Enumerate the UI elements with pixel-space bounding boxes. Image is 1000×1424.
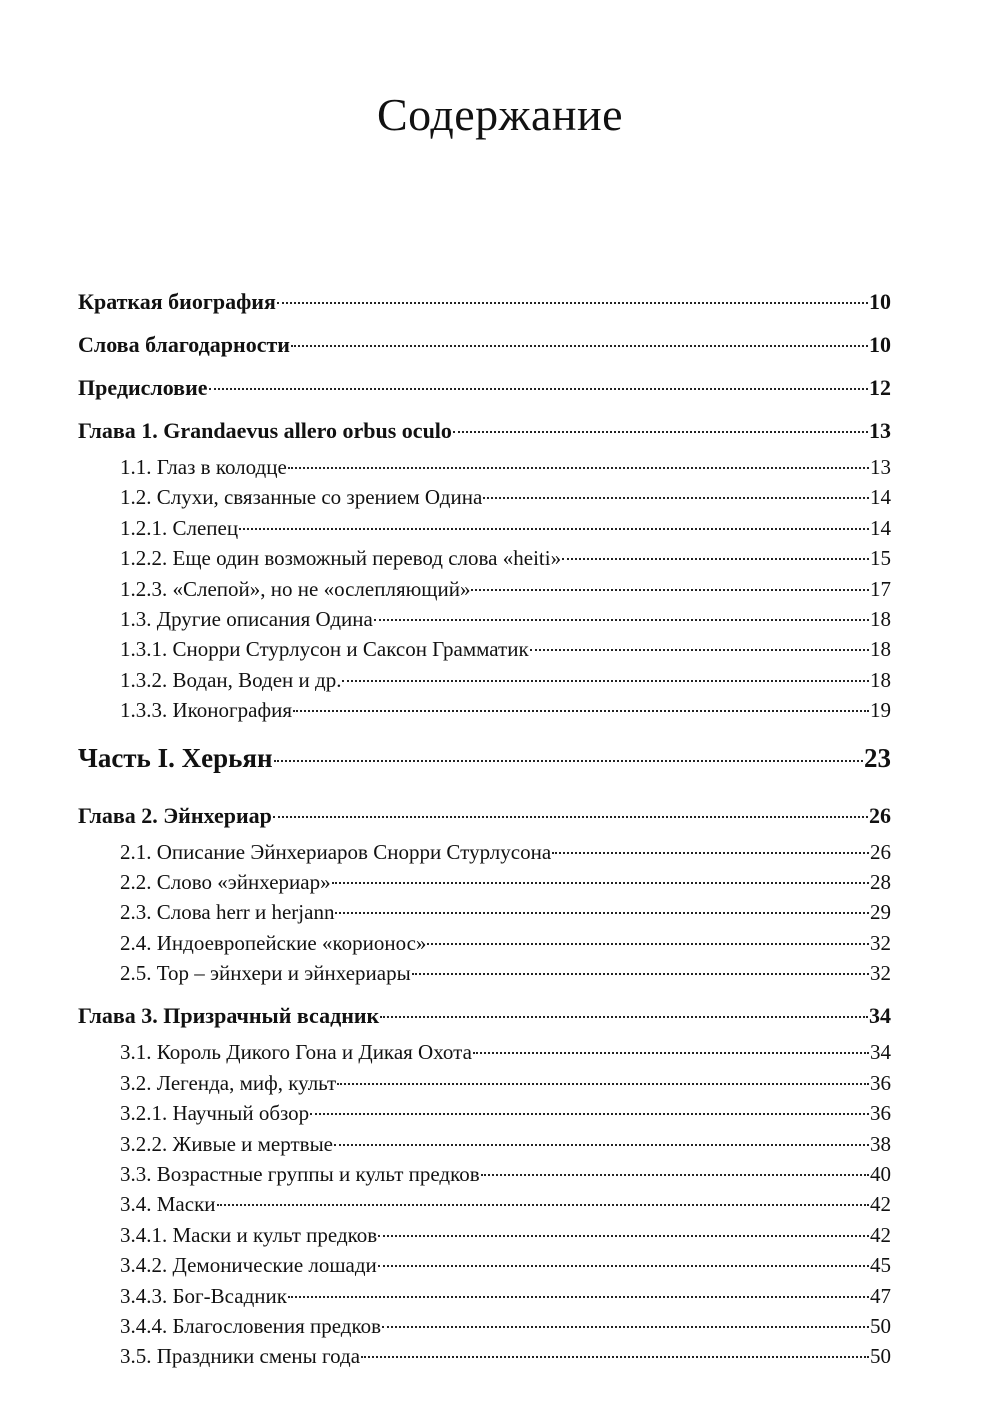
toc-entry-page-number: 32 (870, 961, 891, 986)
toc-entry-page-number: 13 (870, 455, 891, 479)
toc-entry[interactable] (78, 994, 891, 1037)
toc-entry[interactable] (78, 728, 891, 788)
toc-entry-page-number: 28 (870, 869, 891, 894)
toc-entry[interactable] (78, 1341, 891, 1371)
toc-entry-title: 1.3.3. Иконография (120, 698, 292, 723)
dot-leader (382, 1326, 869, 1328)
toc-entry[interactable] (78, 695, 891, 725)
toc-entry-title: 3.2.2. Живые и мертвые (120, 1131, 333, 1156)
toc-entry-title: Глава 2. Эйнхериар (78, 802, 272, 828)
toc-entry-title: Предисловие (78, 375, 208, 400)
toc-entry-title: 1.2.1. Слепец (120, 515, 239, 540)
toc-entry-title: 3.4.2. Демонические лошади (120, 1253, 377, 1278)
dot-leader (471, 589, 869, 591)
toc-entry-title: 3.4.1. Маски и культ предков (120, 1222, 378, 1247)
toc-entry-title: 2.5. Тор – эйнхери и эйнхериары (120, 961, 411, 986)
toc-entry-page-number: 26 (869, 802, 891, 828)
dot-leader (291, 345, 868, 347)
toc-entry[interactable] (78, 794, 891, 837)
dot-leader (412, 973, 869, 975)
toc-entry-title: 1.2.3. «Слепой», но не «ослепляющий» (120, 576, 471, 601)
toc-entry[interactable] (78, 897, 891, 927)
dot-leader (337, 1083, 869, 1085)
toc-entry[interactable] (78, 543, 891, 573)
toc-entry-page-number: 23 (864, 742, 891, 773)
toc-entry-page-number: 47 (870, 1283, 891, 1308)
dot-leader (273, 816, 868, 818)
toc-entry[interactable] (78, 958, 891, 988)
toc-entry[interactable] (78, 1311, 891, 1341)
toc-entry-title: 3.4. Маски (120, 1192, 216, 1217)
toc-entry[interactable] (78, 867, 891, 897)
toc-entry-page-number: 50 (870, 1313, 891, 1338)
toc-entry[interactable] (78, 604, 891, 634)
toc-entry-page-number: 14 (870, 515, 891, 540)
dot-leader (378, 1265, 869, 1267)
toc-entry-title: Глава 1. Grandaevus allero orbus oculo (78, 418, 452, 443)
dot-leader (217, 1204, 869, 1206)
toc-entry-page-number: 26 (870, 839, 891, 864)
toc-entry-page-number: 18 (870, 637, 891, 662)
toc-entry-title: 3.1. Король Дикого Гона и Дикая Охота (120, 1040, 472, 1065)
dot-leader (277, 302, 868, 304)
toc-entry-page-number: 10 (869, 332, 891, 357)
toc-entry-title: 2.1. Описание Эйнхериаров Снорри Стурлусона (120, 839, 552, 864)
toc-entry-page-number: 10 (869, 289, 891, 314)
toc-entry-page-number: 17 (870, 576, 891, 601)
dot-leader (552, 852, 869, 854)
dot-leader (335, 912, 869, 914)
toc-entry-page-number: 42 (870, 1192, 891, 1217)
toc-entry[interactable] (78, 1250, 891, 1280)
toc-entry-title: Краткая биография (78, 289, 276, 314)
toc-entry-title: 1.2.2. Еще один возможный перевод слова «heiti» (120, 546, 562, 571)
toc-entry-title: 3.2. Легенда, миф, культ (120, 1070, 337, 1095)
toc-entry-page-number: 14 (870, 485, 891, 510)
toc-entry-page-number: 45 (870, 1253, 891, 1278)
toc-entry-page-number: 15 (870, 546, 891, 571)
dot-leader (342, 680, 869, 682)
toc-entry[interactable] (78, 366, 891, 409)
table-of-contents (78, 280, 891, 1372)
toc-entry[interactable] (78, 1068, 891, 1098)
toc-entry-title: Глава 3. Призрачный всадник (78, 1003, 380, 1029)
toc-entry-page-number: 29 (870, 900, 891, 925)
toc-entry[interactable] (78, 837, 891, 867)
dot-leader (483, 497, 869, 499)
dot-leader (288, 1296, 869, 1298)
dot-leader (332, 882, 869, 884)
toc-entry-page-number: 36 (870, 1101, 891, 1126)
dot-leader (378, 1235, 869, 1237)
toc-entry[interactable] (78, 1098, 891, 1128)
toc-entry-title: 3.3. Возрастные группы и культ предков (120, 1162, 480, 1187)
toc-entry-page-number: 40 (870, 1162, 891, 1187)
toc-entry[interactable] (78, 1129, 891, 1159)
toc-entry-title: 1.2. Слухи, связанные со зрением Одина (120, 485, 483, 510)
toc-entry-title: 1.3. Другие описания Одина (120, 606, 373, 631)
dot-leader (310, 1113, 869, 1115)
toc-entry-page-number: 36 (870, 1070, 891, 1095)
toc-entry-title: 2.4. Индоевропейские «корионос» (120, 930, 427, 955)
toc-entry[interactable] (78, 280, 891, 323)
toc-entry-title: 3.4.3. Бог-Всадник (120, 1283, 287, 1308)
dot-leader (274, 760, 863, 762)
dot-leader (293, 710, 869, 712)
toc-entry[interactable] (78, 574, 891, 604)
toc-entry-title: 3.5. Праздники смены года (120, 1344, 361, 1369)
toc-entry[interactable] (78, 1220, 891, 1250)
toc-entry-title: 2.2. Слово «эйнхериар» (120, 869, 331, 894)
toc-entry[interactable] (78, 409, 891, 452)
toc-entry-page-number: 34 (870, 1040, 891, 1065)
dot-leader (334, 1144, 869, 1146)
dot-leader (239, 528, 869, 530)
toc-entry-page-number: 38 (870, 1131, 891, 1156)
toc-entry[interactable] (78, 482, 891, 512)
toc-entry-page-number: 18 (870, 667, 891, 692)
toc-entry[interactable] (78, 665, 891, 695)
toc-entry-page-number: 34 (869, 1003, 891, 1029)
toc-entry-page-number: 12 (869, 375, 891, 400)
toc-entry[interactable] (78, 1159, 891, 1189)
dot-leader (380, 1016, 868, 1018)
toc-entry[interactable] (78, 1189, 891, 1219)
dot-leader (453, 431, 868, 433)
toc-entry[interactable] (78, 634, 891, 664)
dot-leader (288, 467, 869, 469)
dot-leader (481, 1174, 869, 1176)
dot-leader (427, 943, 869, 945)
dot-leader (209, 388, 868, 390)
toc-entry[interactable] (78, 1037, 891, 1067)
toc-entry[interactable] (78, 513, 891, 543)
toc-entry-title: Слова благодарности (78, 332, 290, 357)
toc-entry-title: 1.3.1. Снорри Стурлусон и Саксон Грамматик (120, 637, 529, 662)
toc-entry-page-number: 42 (870, 1222, 891, 1247)
toc-entry-title: Часть I. Херьян (78, 742, 273, 773)
dot-leader (374, 619, 869, 621)
toc-entry-page-number: 13 (869, 418, 891, 443)
toc-entry-title: 1.3.2. Водан, Воден и др. (120, 667, 342, 692)
toc-entry[interactable] (78, 1281, 891, 1311)
toc-entry-title: 2.3. Слова herr и herjann (120, 900, 335, 925)
toc-entry[interactable] (78, 928, 891, 958)
toc-entry-title: 3.4.4. Благословения предков (120, 1313, 382, 1338)
toc-entry-page-number: 18 (870, 606, 891, 631)
dot-leader (562, 558, 869, 560)
toc-entry[interactable] (78, 323, 891, 366)
toc-entry-page-number: 50 (870, 1344, 891, 1369)
dot-leader (473, 1052, 869, 1054)
toc-entry-title: 1.1. Глаз в колодце (120, 455, 287, 479)
toc-entry-title: 3.2.1. Научный обзор (120, 1101, 310, 1126)
page-title: Содержание (376, 89, 624, 140)
toc-entry-page-number: 32 (870, 930, 891, 955)
toc-entry[interactable] (78, 452, 891, 482)
dot-leader (361, 1356, 869, 1358)
toc-entry-page-number: 19 (870, 698, 891, 723)
dot-leader (530, 649, 869, 651)
